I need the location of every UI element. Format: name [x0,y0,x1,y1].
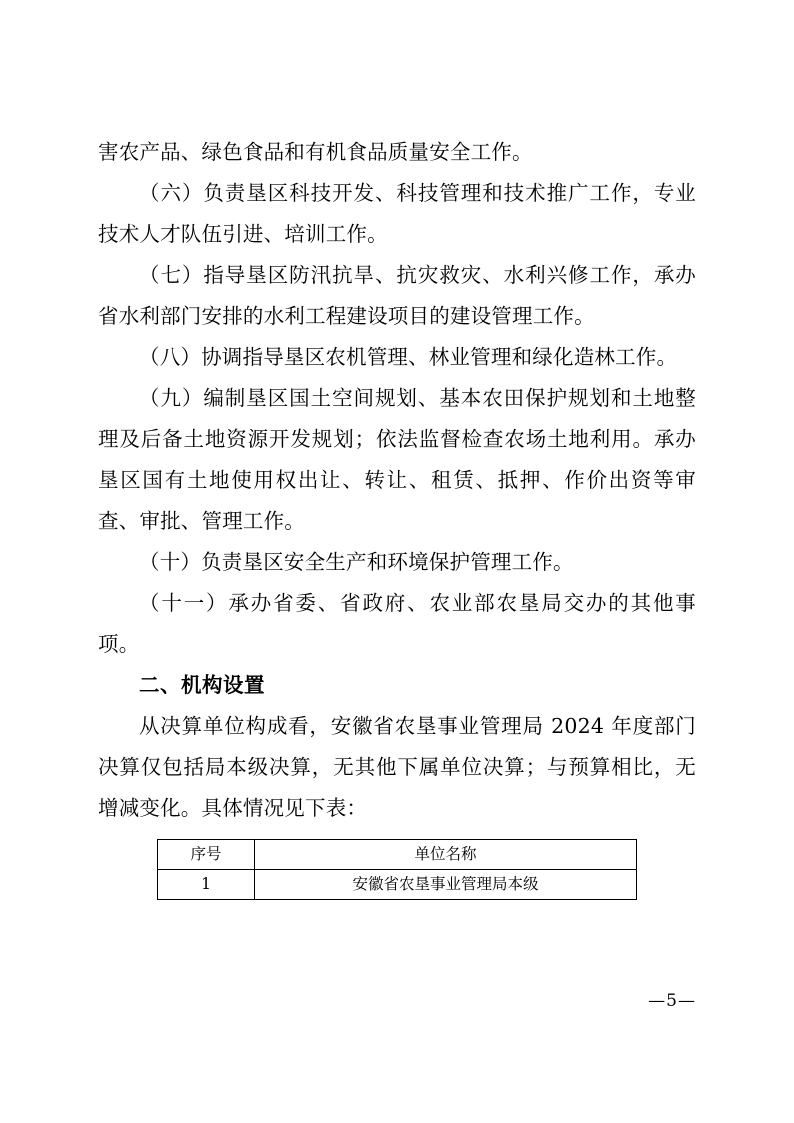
table-header-unit-name: 单位名称 [255,840,637,870]
paragraph-item-9: （九）编制垦区国土空间规划、基本农田保护规划和土地整理及后备土地资源开发规划；依法监督检查农场土地利用。承办垦区国有土地使用权出让、转让、租赁、抵押、作价出资等审查、审批、管理工作。 [98,386,696,533]
section-heading-organization: 二、机构设置 [139,673,265,697]
paragraph-continuation: 害农产品、绿色食品和有机食品质量安全工作。 [98,140,533,164]
table-cell-unit-name: 安徽省农垦事业管理局本级 [255,870,637,900]
table-header-row [158,840,637,870]
table-cell-no: 1 [158,870,255,900]
institution-table [157,839,637,900]
section-body-organization: 从决算单位构成看，安徽省农垦事业管理局 2024 年度部门决算仅包括局本级决算，无其他下属单位决算；与预算相比，无增减变化。具体情况见下表： [98,714,696,820]
table-row [158,870,637,900]
institution-table-wrapper [98,839,696,900]
paragraph-item-6: （六）负责垦区科技开发、科技管理和技术推广工作，专业技术人才队伍引进、培训工作。 [98,181,696,246]
paragraph-item-10: （十）负责垦区安全生产和环境保护管理工作。 [139,550,574,574]
paragraph-item-8: （八）协调指导垦区农机管理、林业管理和绿化造林工作。 [139,345,678,369]
table-header-no: 序号 [158,840,255,870]
paragraph-item-7: （七）指导垦区防汛抗旱、抗灾救灾、水利兴修工作，承办省水利部门安排的水利工程建设项目的建设管理工作。 [98,263,696,328]
page-number: —5— [648,991,696,1011]
paragraph-item-11: （十一）承办省委、省政府、农业部农垦局交办的其他事项。 [98,591,696,656]
